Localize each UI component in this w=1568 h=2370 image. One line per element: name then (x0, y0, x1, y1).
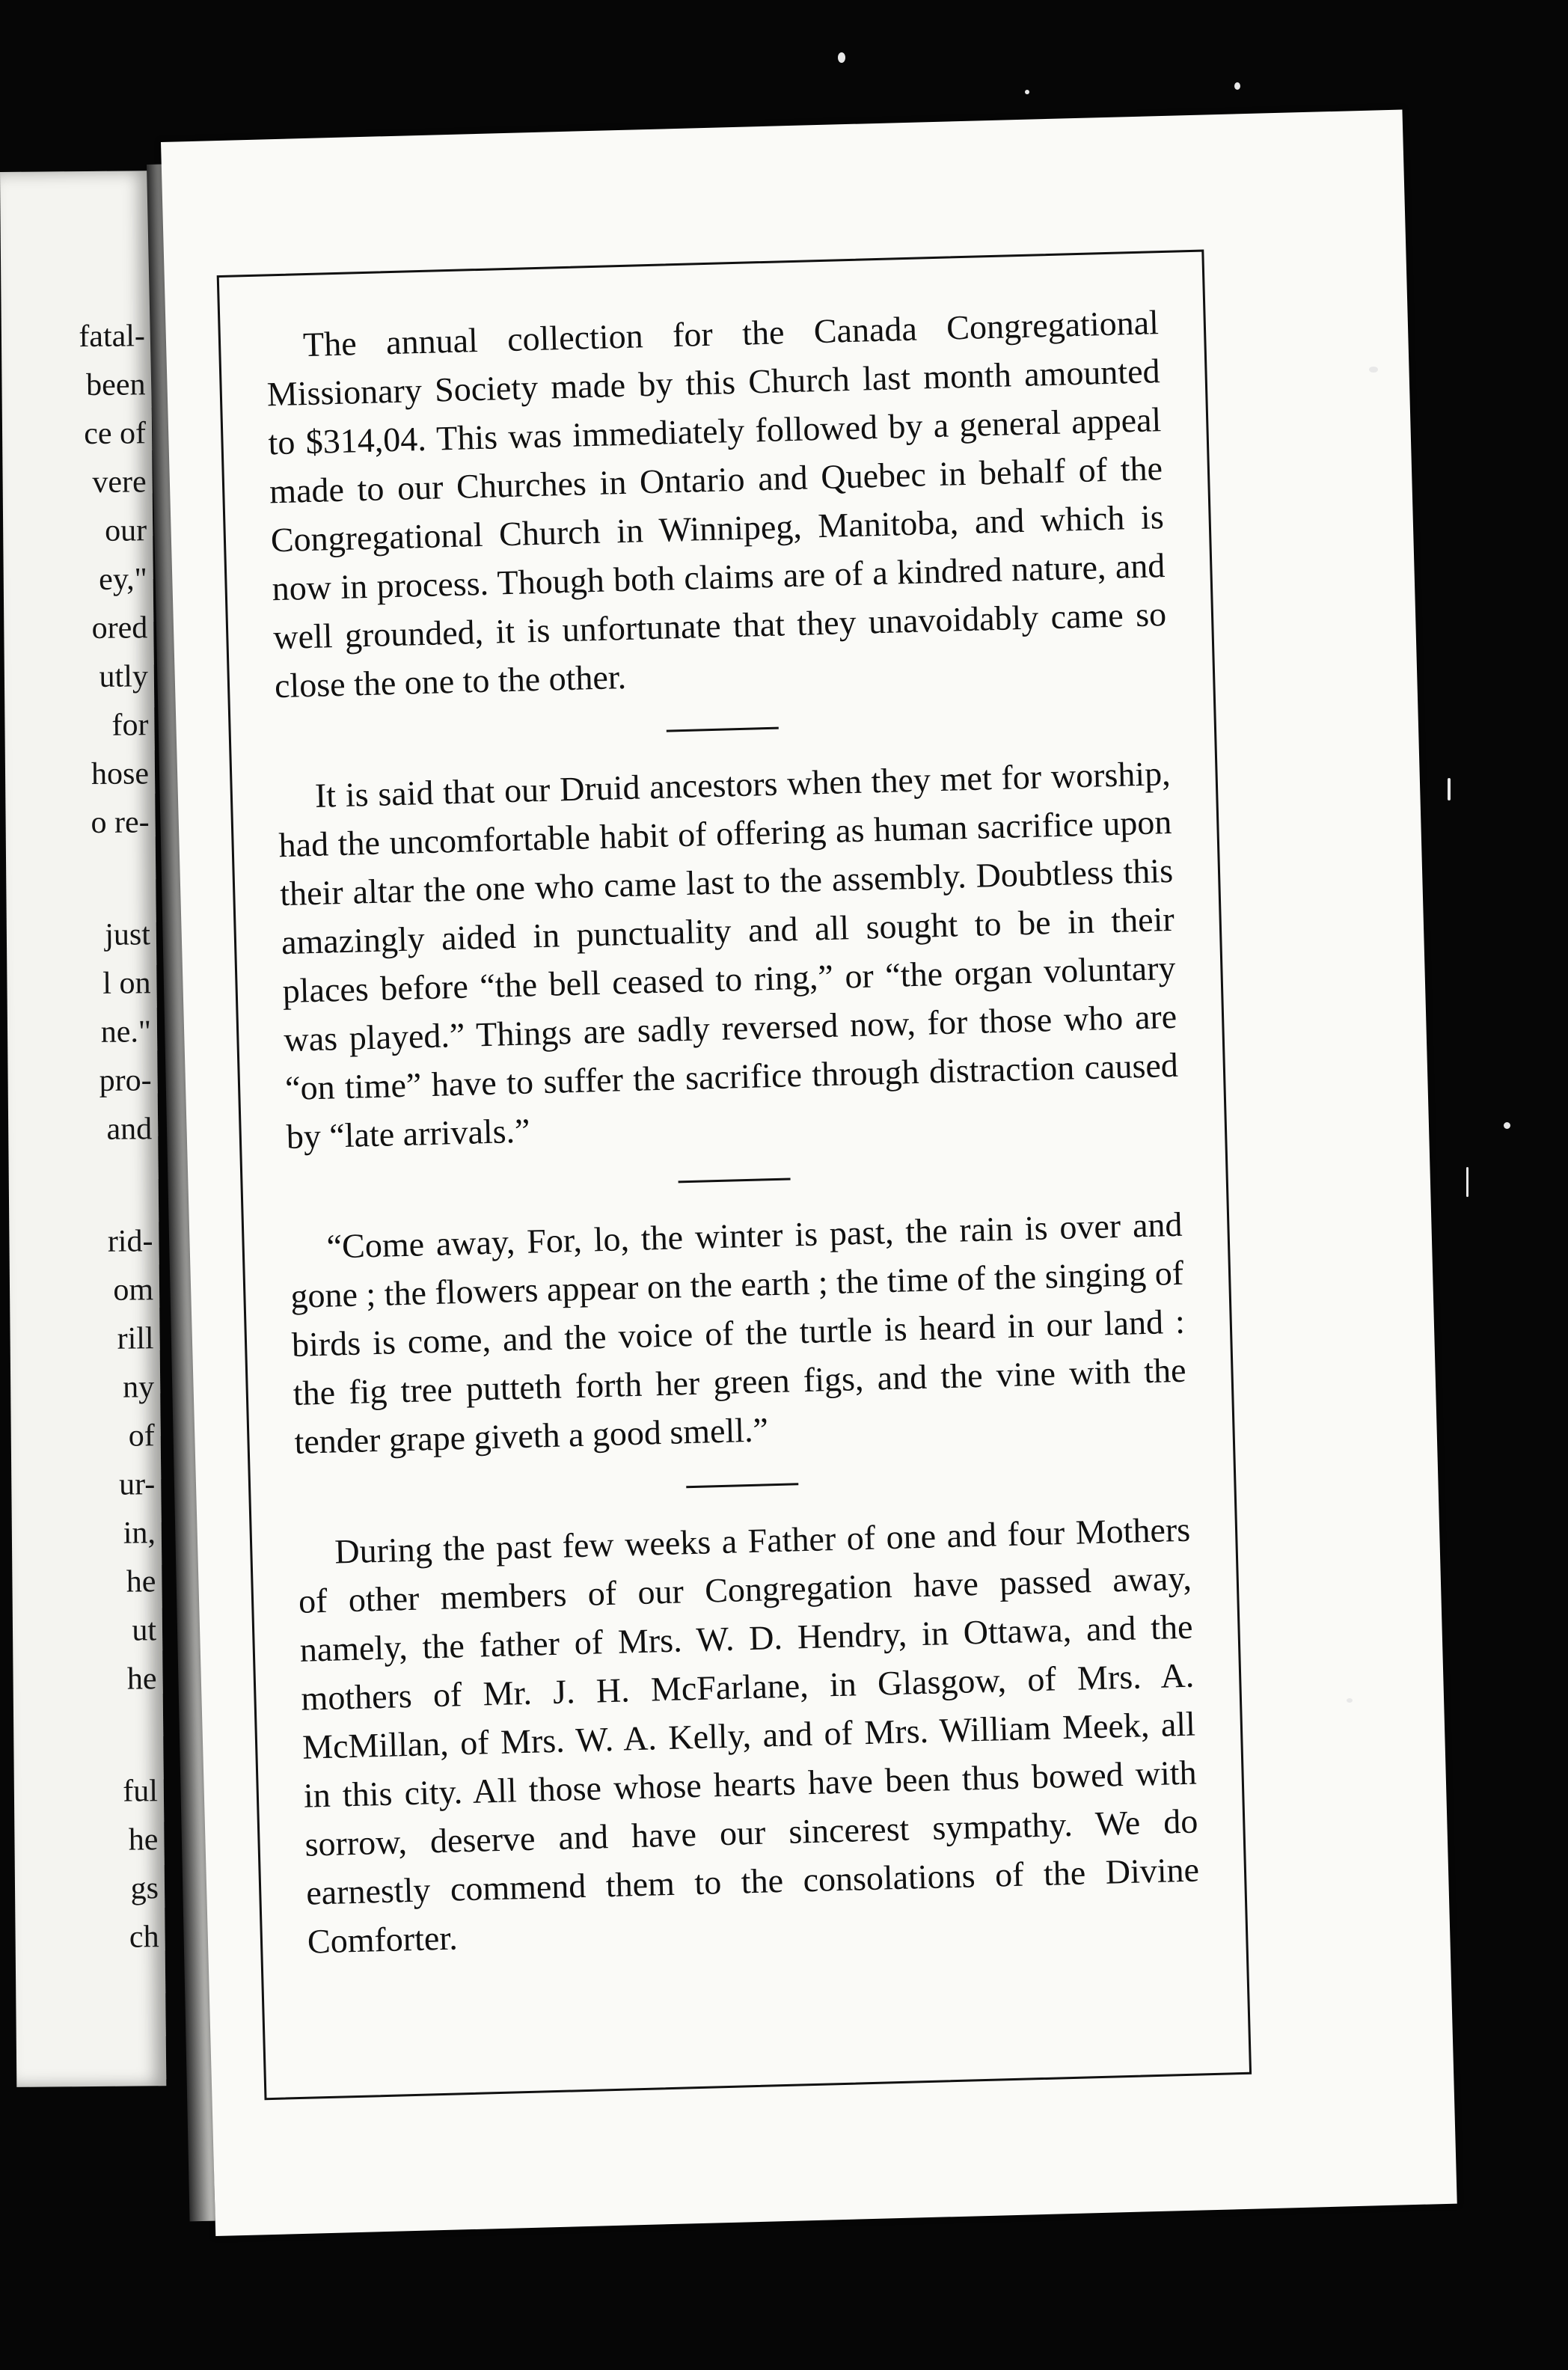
left-page-fragment: utly (99, 659, 149, 694)
section-divider (679, 1178, 791, 1183)
scan-speck (1347, 1698, 1353, 1703)
paragraph-collection: The annual collection for the Canada Congregational Missionary Society made by this Church last month amounted to $314,04. This was immediately followed by a general appeal made to our Churches in Ontario and Quebec in behalf of the Congregational Church in Winnipeg, Manitoba, and which is now in process. Though both claims are of a kindred nature, and well grounded, it is unfortunate that they unavoidably came so close the one to the other. (266, 303, 1167, 705)
left-page-fragment: ey," (98, 562, 147, 597)
left-page-fragment: vere (92, 465, 147, 500)
section-divider (667, 727, 779, 732)
left-page-fragment: hose (91, 756, 150, 791)
scan-speck (838, 52, 845, 63)
left-page-fragment: and (106, 1112, 153, 1147)
left-page-fragment: ored (91, 610, 148, 646)
left-page-fragment: gs (130, 1871, 159, 1906)
left-page-fragment: for (111, 708, 149, 743)
paragraph-bereavement: During the past few weeks a Father of one and four Mothers of other members of our Congregation have passed away, namely, the father of Mrs. W. D. Hendry, in Ottawa, and the mothers of Mr. J. H. McFarlane, in Glasgow, of Mrs. A. McMillan, of Mrs. W. A. Kelly, and of Mrs. William Meek, all in this city. All those whose hearts have been thus bowed with sorrow, deserve and have our sincerest sympathy. We do earnestly commend them to the consolations of the Divine Comforter. (298, 1510, 1200, 1961)
article-frame (217, 250, 1252, 2101)
article-body (265, 298, 1201, 1966)
paragraph-scripture-quote: “Come away, For, lo, the winter is past, the rain is over and gone ; the flowers appear on the earth ; the time of the singing of birds is come, and the voice of the turtle is heard in our land : the fig tree putteth forth her green figs, and the vine with the tender grape giveth a good smell.” (290, 1204, 1187, 1461)
scan-speck (1504, 1122, 1510, 1129)
left-page-fragment: he (128, 1822, 159, 1858)
left-facing-page (0, 171, 166, 2087)
left-page-fragment: our (104, 513, 147, 548)
left-page-fragment: om (113, 1273, 154, 1308)
left-page-fragment: he (126, 1662, 157, 1697)
left-page-fragment: o re- (91, 805, 150, 840)
left-page-fragment: ce of (84, 416, 147, 452)
left-page-fragment: been (85, 367, 146, 403)
paragraph-druid-ancestors: It is said that our Druid ancestors when they met for worship, had the uncomfortable habit of offering as human sacrifice upon their altar the one who came last to the assembly. Doubtless this amazingly aided in punctuality and all sought to be in their places before “the bell ceased to ring,” or “the organ voluntary was played.” Things are sadly reversed now, for those who are “on time” have to suffer the sacrifice through distraction caused by “late arrivals.” (278, 753, 1179, 1157)
left-page-fragment: pro- (99, 1063, 152, 1098)
left-page-fragment: ut (132, 1613, 157, 1648)
scan-speck (1448, 778, 1451, 800)
left-page-fragment: ny (122, 1370, 155, 1405)
left-page-fragment: in, (123, 1516, 156, 1551)
scan-speck (1234, 82, 1240, 90)
scan-speck (1369, 367, 1378, 373)
left-page-fragment: ur- (118, 1467, 156, 1502)
left-page-fragment: just (105, 917, 151, 952)
left-page-fragment: fatal- (79, 319, 146, 355)
left-page-fragment: rid- (107, 1224, 153, 1259)
left-page-fragment: he (126, 1564, 156, 1599)
scan-speck (1466, 1167, 1469, 1197)
left-page-fragment: of (128, 1418, 155, 1454)
right-page (161, 110, 1457, 2236)
left-page-fragment: ch (129, 1920, 159, 1955)
left-page-fragment: ne." (100, 1014, 152, 1050)
left-page-fragment: ful (123, 1774, 159, 1809)
left-page-fragment: rill (117, 1321, 154, 1356)
left-page-fragment: l on (102, 966, 151, 1001)
scan-speck (1025, 90, 1029, 94)
section-divider (686, 1483, 798, 1488)
